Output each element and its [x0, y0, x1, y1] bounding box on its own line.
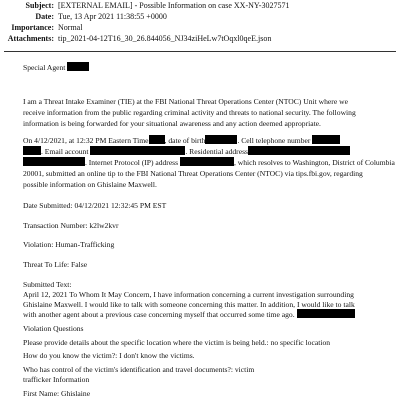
tip-detail-line: [23, 135, 395, 146]
email-date: Tue, 13 Apr 2021 11:38:55 +0000: [58, 12, 167, 21]
tip-detail-line: possible information on Ghislaine Maxwell.: [23, 180, 157, 189]
date-submitted: Date Submitted: 04/12/2021 12:32:45 PM EST: [23, 200, 167, 210]
ip-location-text: , which resolves to Washington, District of Columbia: [233, 158, 395, 167]
salutation: Special Agent: [23, 63, 66, 72]
tip-detail-line: [23, 157, 395, 168]
question-line: Please provide details about the specific location where the victim is being held.: no specific location: [23, 337, 331, 347]
subject-label: Subject:: [25, 1, 54, 10]
attachment-filename[interactable]: tip_2021-04-12T16_30_26.844056_NJ34ziHeLw7tOqxl0qeE.json: [58, 34, 272, 43]
date-row: [0, 11, 400, 22]
email-importance: Normal: [58, 23, 83, 32]
redaction-block: [67, 62, 89, 71]
redaction-block: [205, 135, 237, 144]
attachments-label: Attachments:: [7, 34, 54, 43]
first-name-line: First Name: Ghislaine: [23, 389, 91, 398]
phone-label-text: . Cell telephone number: [237, 136, 311, 145]
importance-row: [0, 22, 400, 33]
submitted-text-line: [23, 309, 395, 320]
importance-label: Importance:: [11, 23, 54, 32]
redaction-block: [90, 146, 185, 155]
transaction-number: Transaction Number: k2lw2kvr: [23, 220, 119, 230]
redaction-block: [149, 135, 165, 144]
redaction-block: [23, 146, 41, 155]
question-line: How do you know the victim?: I don't know the victims.: [23, 351, 195, 361]
redaction-block: [180, 157, 234, 166]
submitted-text-fragment: Ghislaine Maxwell. I would like to talk with someone concerning this matter. In addition, I would like to talk: [23, 300, 355, 309]
trafficker-info-heading: trafficker Information: [23, 375, 90, 385]
tip-time-text: On 4/12/2021, at 12:32 PM Eastern Time: [23, 136, 149, 145]
question-line: Who has control of the victim's identification and travel documents?: victim: [23, 365, 255, 375]
dob-label-text: , date of birth: [164, 136, 206, 145]
address-label-text: . Residential address: [185, 147, 248, 156]
email-header: [0, 0, 400, 48]
email-account-text: . Email account: [41, 147, 89, 156]
tip-detail-line: [23, 146, 395, 157]
salutation-line: [23, 62, 395, 73]
intro-line: information is being forwarded for your situational awareness and any action deemed appropriate.: [23, 119, 321, 128]
subject-row: [0, 0, 400, 11]
submitted-text-label: Submitted Text:: [23, 280, 72, 289]
email-subject: [EXTERNAL EMAIL] - Possible Information on case XX-NY-3027571: [58, 1, 290, 10]
submitted-text-line: April 12, 2021 To Whom It May Concern, I have information concerning a current investigation surrounding: [23, 290, 354, 299]
ip-label-text: . Internet Protocol (IP) address: [85, 158, 179, 167]
violation-questions-heading: Violation Questions: [23, 323, 84, 333]
submitted-text-fragment: with another agent about a previous case concerning myself that occurred some time ago.: [23, 310, 295, 319]
redaction-block: [297, 309, 355, 318]
violation: Violation: Human-Trafficking: [23, 240, 115, 250]
intro-line: receive information from the public regarding criminal activity and threats to national security. The following: [23, 108, 356, 117]
redaction-block: [23, 157, 85, 166]
tip-detail-line: 20001, submitted an online tip to the FBI National Threat Operations Center (NTOC) via tips.fbi.gov, regarding: [23, 169, 363, 178]
redaction-block: [248, 146, 350, 155]
attachments-row: [0, 33, 400, 44]
intro-line: I am a Threat Intake Examiner (TIE) at the FBI National Threat Operations Center (NTOC) Unit where we: [23, 97, 348, 106]
threat-to-life: Threat To Life: False: [23, 260, 88, 270]
header-divider: [4, 51, 396, 52]
date-label: Date:: [35, 12, 54, 21]
redaction-block: [312, 135, 340, 144]
